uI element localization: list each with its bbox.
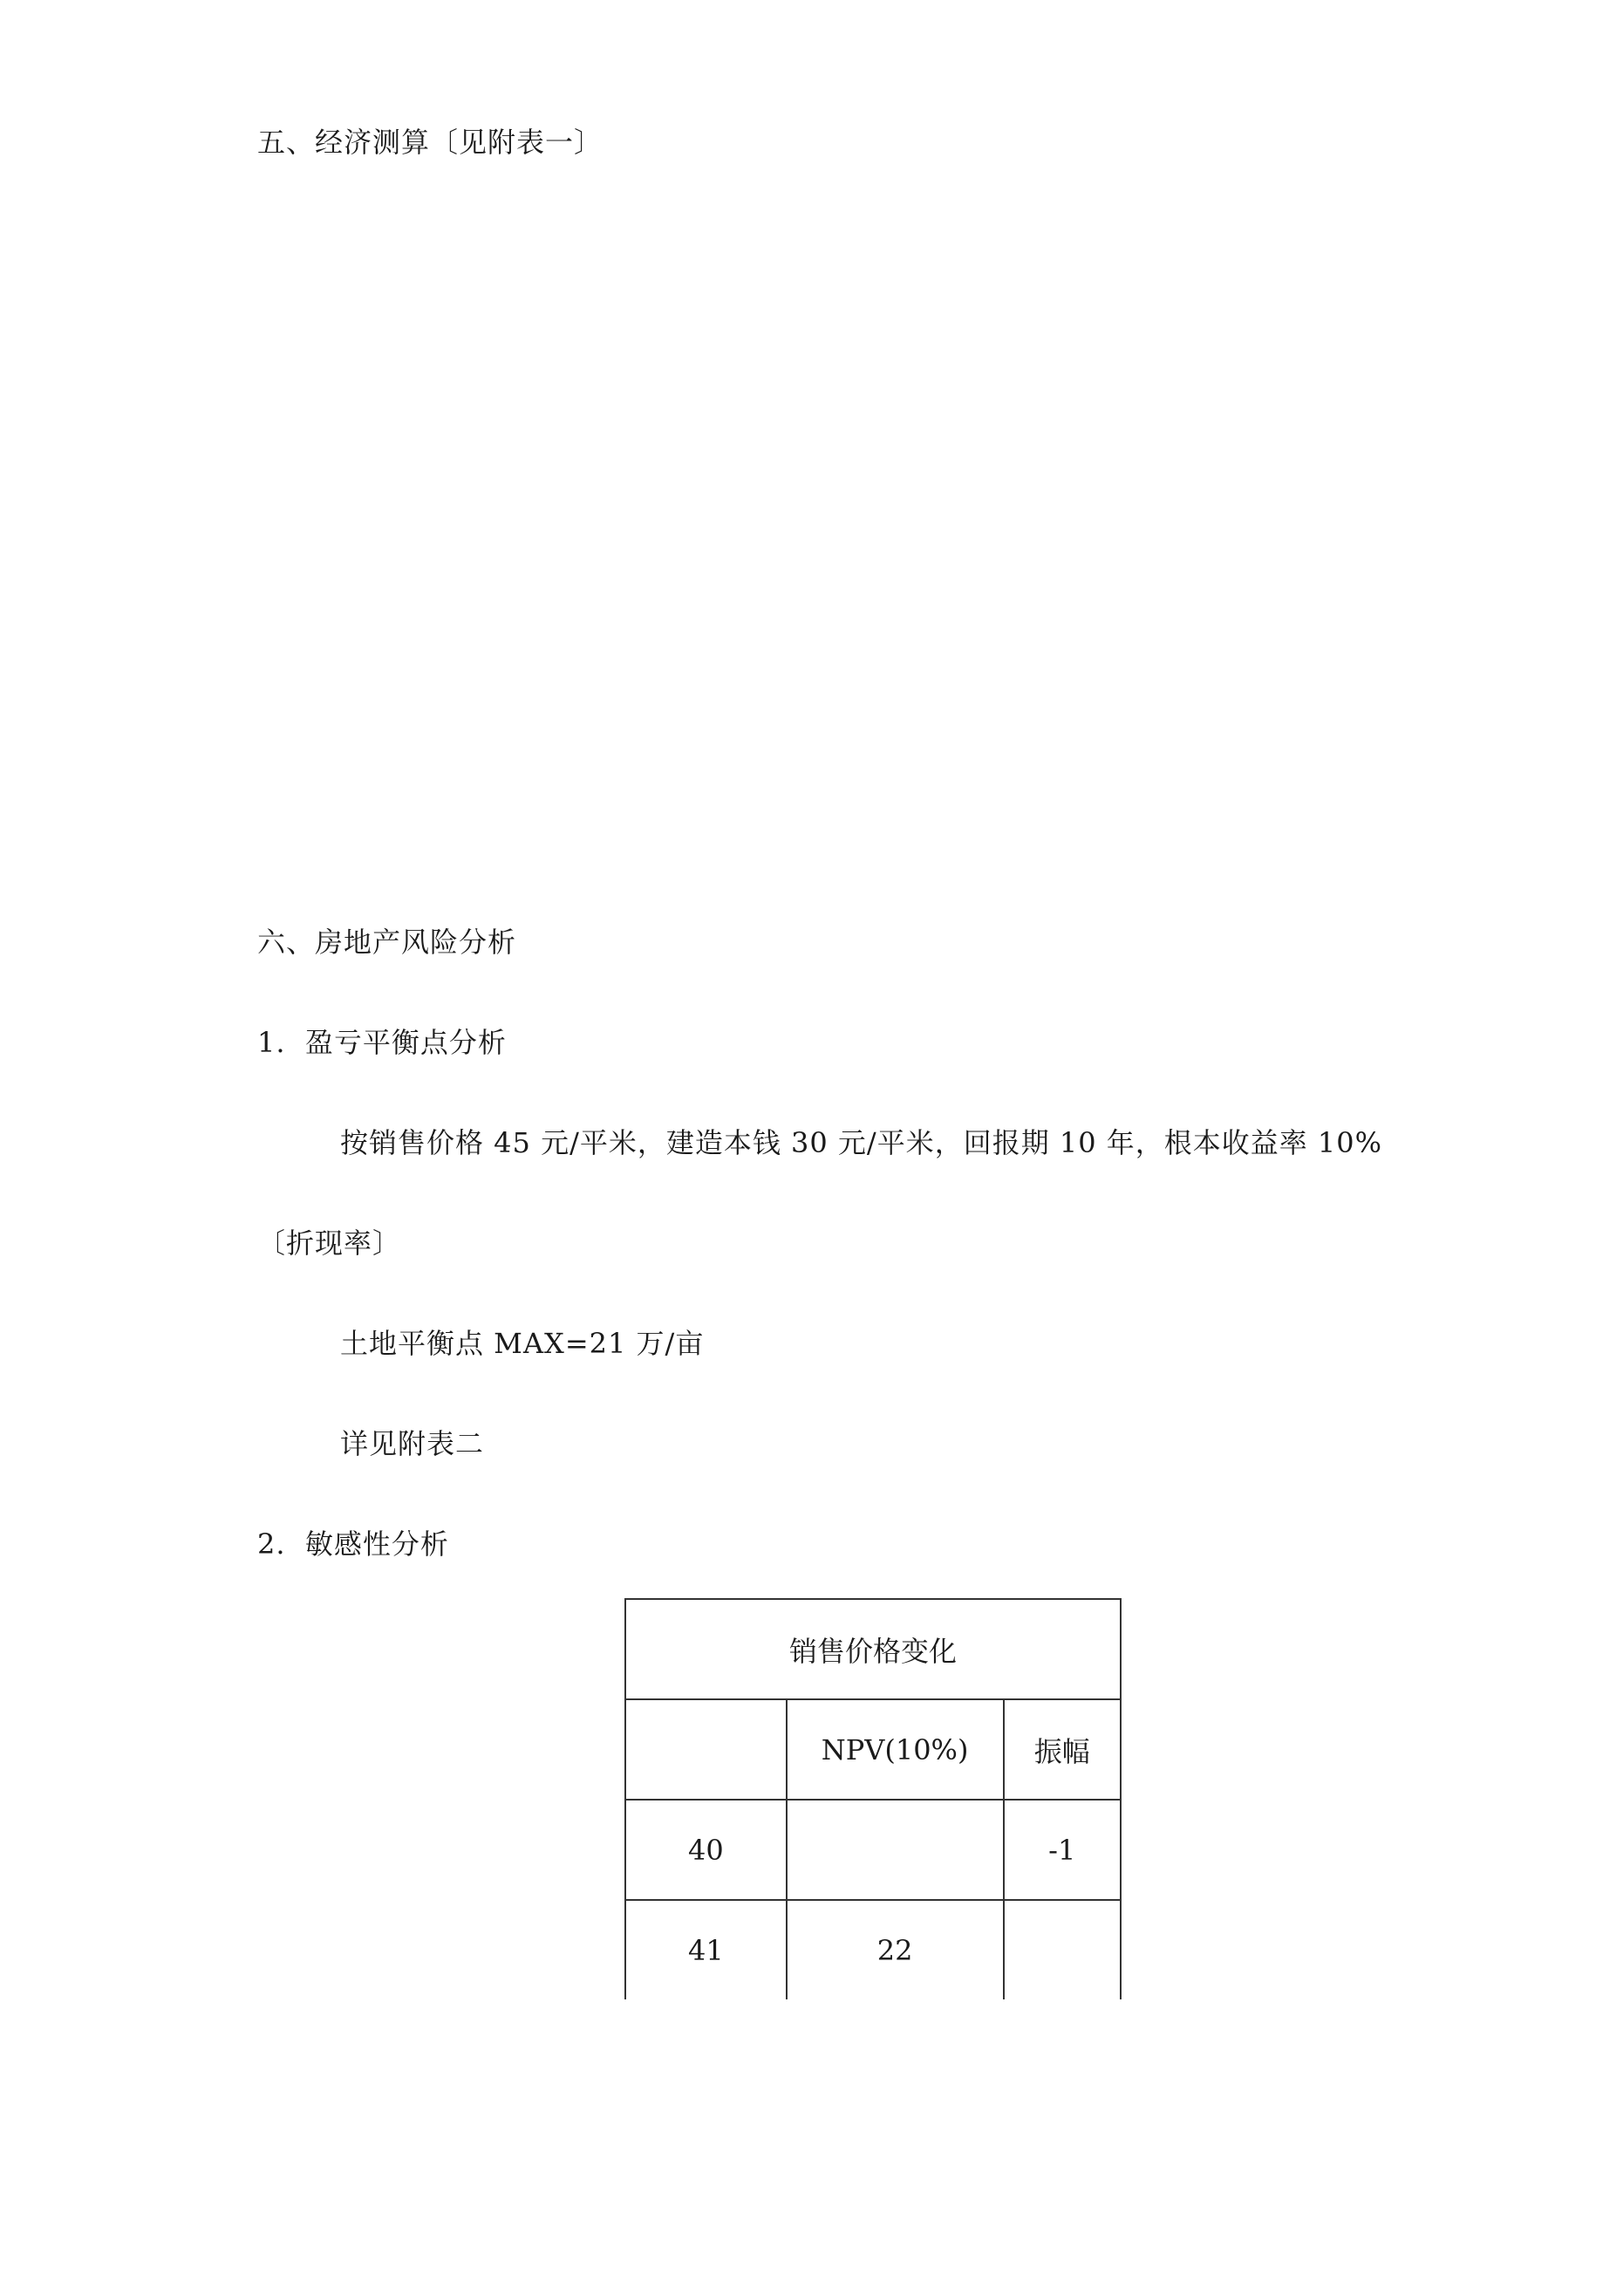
breakeven-paragraph-line-1: 按销售价格 45 元/平米，建造本钱 30 元/平米，回报期 10 年，根本收益率 10% bbox=[340, 1126, 1383, 1159]
table-cell: 40 bbox=[625, 1800, 787, 1900]
section-5-heading: 五、经济测算〔见附表一〕 bbox=[257, 126, 604, 159]
table-header-row bbox=[625, 1699, 1121, 1800]
see-appendix-2: 详见附表二 bbox=[340, 1427, 485, 1460]
table-cell: -1 bbox=[1004, 1800, 1121, 1900]
table-row bbox=[625, 1800, 1121, 1900]
table-cell bbox=[1004, 1900, 1121, 1999]
table-row bbox=[625, 1900, 1121, 1999]
table-header-cell bbox=[625, 1699, 787, 1800]
breakeven-paragraph-line-2: 〔折现率〕 bbox=[257, 1227, 402, 1260]
table-title-row bbox=[625, 1599, 1121, 1699]
land-breakeven-point: 土地平衡点 MAX=21 万/亩 bbox=[340, 1327, 705, 1360]
table-header-cell: 振幅 bbox=[1004, 1699, 1121, 1800]
sensitivity-table bbox=[624, 1598, 1122, 1999]
table-header-cell: NPV(10%) bbox=[787, 1699, 1004, 1800]
table-title: 销售价格变化 bbox=[625, 1599, 1121, 1699]
section-6-heading: 六、房地产风险分析 bbox=[257, 926, 517, 959]
item-2-title: 2. 敏感性分析 bbox=[257, 1527, 449, 1561]
table-cell: 22 bbox=[787, 1900, 1004, 1999]
item-1-title: 1. 盈亏平衡点分析 bbox=[257, 1026, 507, 1059]
table-cell: 41 bbox=[625, 1900, 787, 1999]
table-cell bbox=[787, 1800, 1004, 1900]
